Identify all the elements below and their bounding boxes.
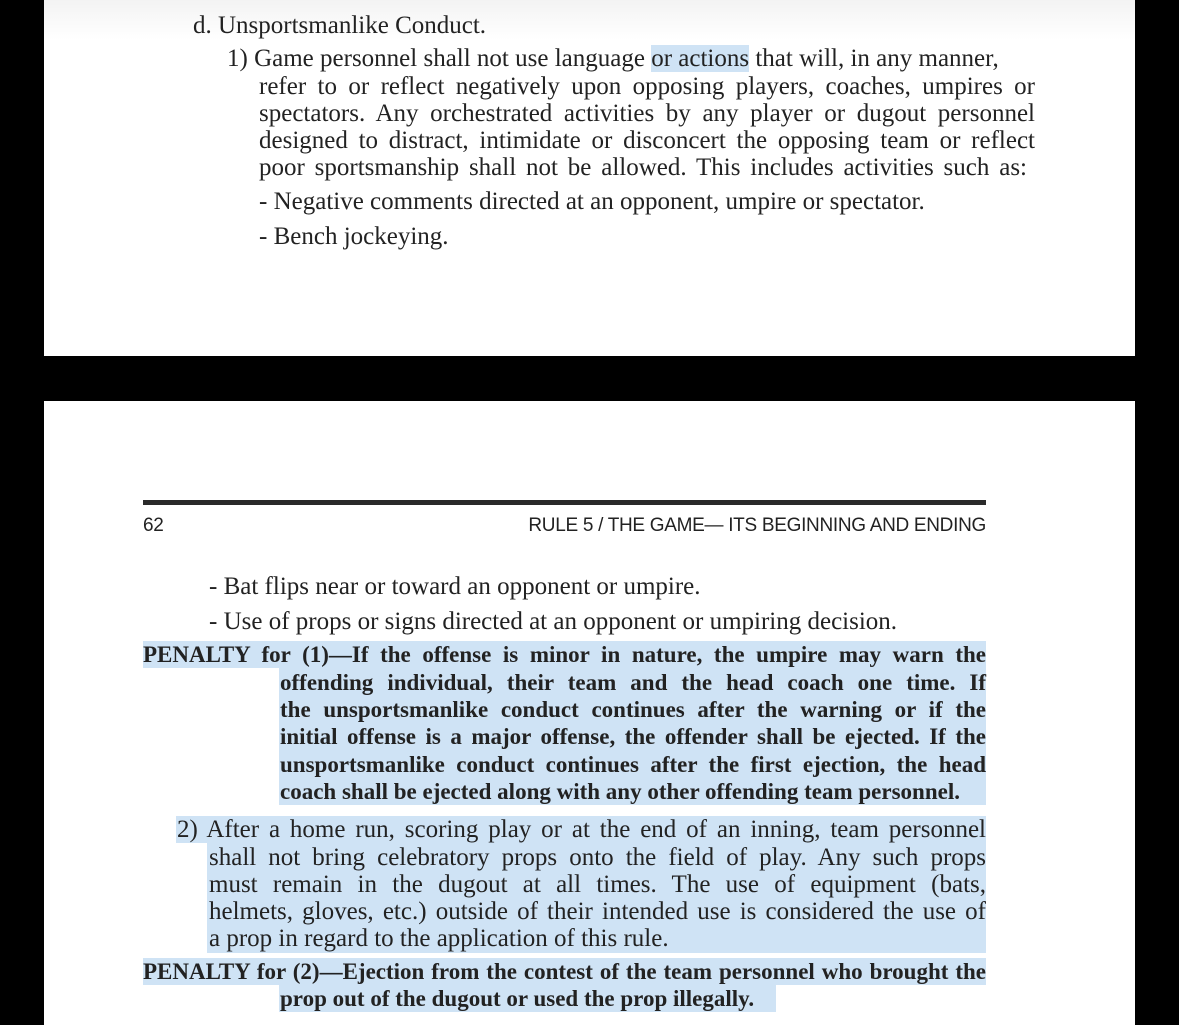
text-run: 1) Game personnel shall not use language: [227, 45, 652, 72]
penalty-1-line-5: unsportsmanlike conduct continues after the first ejection, the head: [280, 752, 986, 777]
clipped-text-line: [264, 0, 270, 10]
item-1-line-2: refer to or reflect negatively upon opposing players, coaches, umpires or: [259, 73, 1035, 100]
bullet-props-signs: - Use of props or signs directed at an opponent or umpiring decision.: [209, 608, 898, 635]
document-page-top: [44, 0, 1135, 356]
page-number: 62: [143, 515, 164, 536]
penalty-1-line-1: PENALTY for (1)—If the offense is minor in nature, the umpire may warn the: [143, 642, 986, 667]
item-2-line-2: shall not bring celebratory props onto the field of play. Any such props: [209, 844, 986, 871]
text-run: that will, in any manner,: [749, 45, 999, 72]
header-rule: [143, 500, 986, 505]
bullet-bench-jockeying: - Bench jockeying.: [259, 223, 449, 250]
section-heading: d. Unsportsmanlike Conduct.: [193, 12, 487, 39]
penalty-1-line-4: initial offense is a major offense, the offender shall be ejected. If the: [280, 724, 986, 749]
penalty-2-line-2: prop out of the dugout or used the prop illegally.: [280, 986, 755, 1011]
item-1-line-3: spectators. Any orchestrated activities by any player or dugout personnel: [259, 100, 1035, 127]
item-1-line-5: poor sportsmanship shall not be allowed. This includes activities such as:: [259, 154, 1027, 181]
item-2-line-3: must remain in the dugout at all times. The use of equipment (bats,: [209, 871, 986, 898]
item-2-line-4: helmets, gloves, etc.) outside of their intended use is considered the use of: [209, 898, 986, 925]
penalty-1-line-3: the unsportsmanlike conduct continues after the warning or if the: [280, 697, 986, 722]
item-1-line-1: [227, 45, 999, 73]
bullet-bat-flips: - Bat flips near or toward an opponent or umpire.: [209, 573, 701, 600]
document-page-bottom: [44, 401, 1135, 1025]
penalty-1-line-6: coach shall be ejected along with any other offending team personnel.: [280, 779, 960, 804]
highlighted-text[interactable]: or actions: [651, 45, 750, 72]
item-1-line-4: designed to distract, intimidate or disconcert the opposing team or reflect: [259, 127, 1035, 154]
penalty-1-line-2: offending individual, their team and the head coach one time. If: [280, 670, 986, 695]
running-header: RULE 5 / THE GAME— ITS BEGINNING AND ENDING: [528, 515, 986, 536]
penalty-2-line-1: PENALTY for (2)—Ejection from the contest of the team personnel who brought the: [143, 959, 986, 984]
bullet-negative-comments: - Negative comments directed at an opponent, umpire or spectator.: [259, 188, 925, 215]
item-2-line-5: a prop in regard to the application of this rule.: [209, 925, 669, 952]
item-2-line-1: 2) After a home run, scoring play or at the end of an inning, team personnel: [177, 816, 986, 843]
